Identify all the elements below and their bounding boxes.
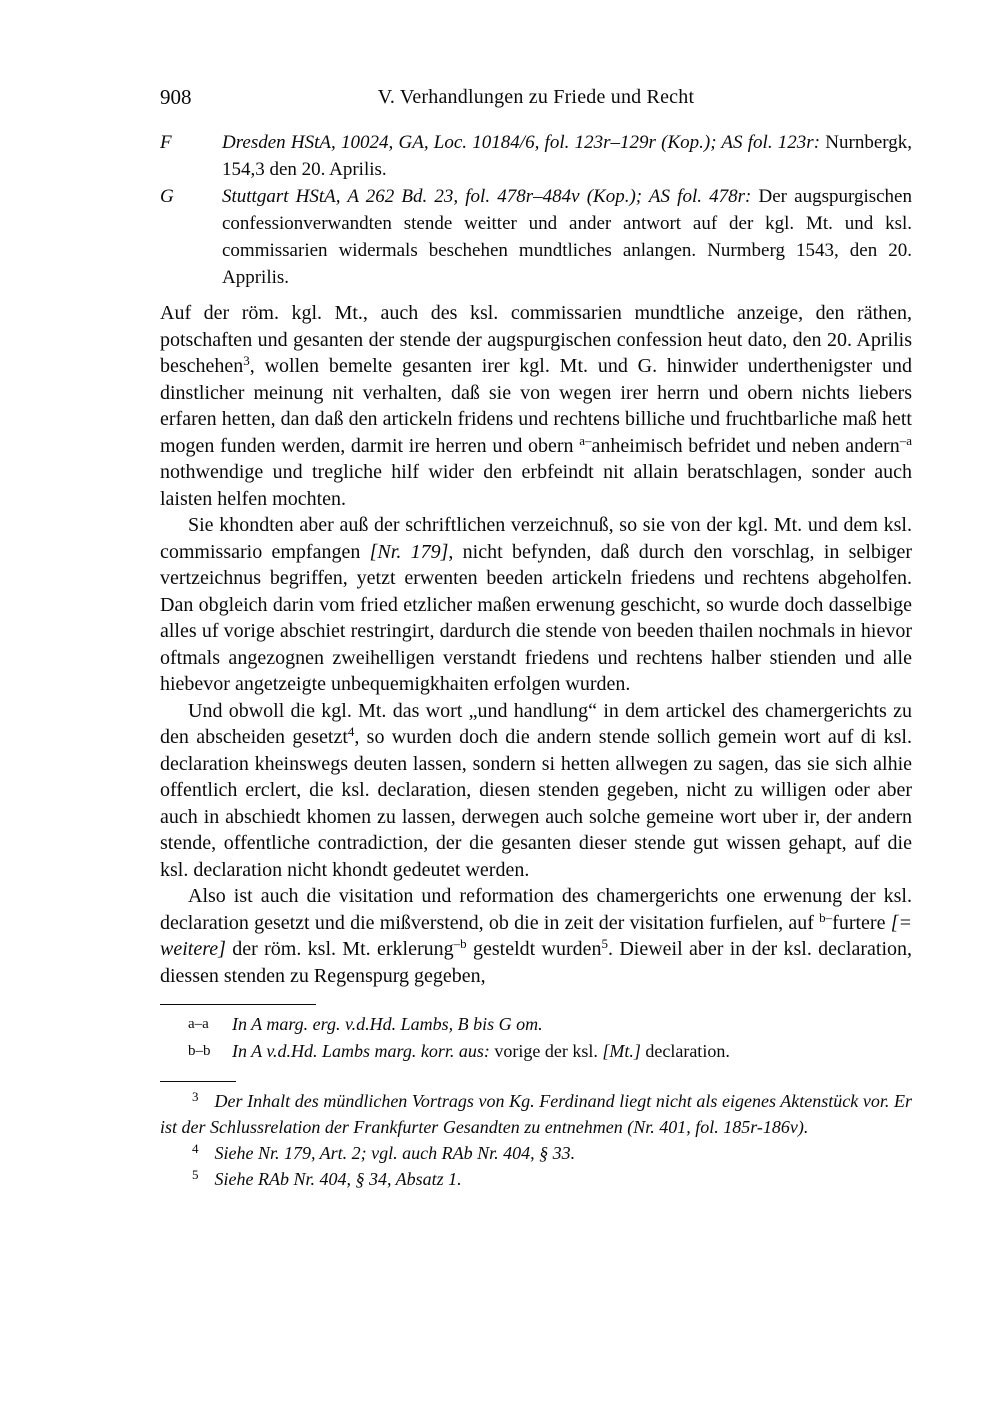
paragraph-1-text: , wollen bemelte gesanten irer kgl. Mt. und G. hinwider underthenigster und dinstlicher meinung nit verhalten, daß sie von wegen irer herrn und obern nichts liebers erfaren hetten, dan daß den artickeln fridens und rechtens billiche und fruchtbarliche maß hett mogen funden werden, darmit ire herren und obern [160,355,912,457]
footnote-ref-4: 4 [347,724,355,739]
siglum-g: G [160,186,174,207]
editorial-gloss: [= weitere] [160,911,912,960]
footnote-5-text: Siehe RAb Nr. 404, § 34, Absatz 1. [214,1169,462,1189]
page-number: 908 [160,85,192,109]
footnote-ref-3: 3 [243,353,250,368]
source-f-title: Nurnbergk, 154,3 den 20. Aprilis. [222,132,912,180]
source-g-archive: Stuttgart HStA, A 262 Bd. 23, fol. 478r–484v (Kop.); AS fol. 478r: [222,186,752,207]
apparatus-a-text: In A marg. erg. v.d.Hd. Lambs, B bis G om. [232,1014,543,1034]
paragraph-2-text: , nicht befynden, daß durch den vorschlag, in selbiger vertzeichnus begriffen, yetzt erwenten beeden artickeln friedens und rechtens abgeholfen. Dan obgleich darin vom fried etzlicher maßen erwenung geschicht, so wurde doch dasselbige alles uf vorige abschiet restringirt, dardurch die stende von beeden thailen nochmals in hievor oftmals angezognen zweihelligen verstandt friedens und rechtens halber stienden und alle hiebevor angetzeigte unbequemigkhaiten erfolgen wurden. [160,540,912,695]
running-header-title: V. Verhandlungen zu Friede und Recht [377,86,695,108]
apparatus-entry-b [160,1038,912,1065]
paragraph-3 [160,698,912,884]
footnote-3-text: Der Inhalt des mündlichen Vortrags von Kg. Ferdinand liegt nicht als eigenes Aktenstück vor. Er ist der Schlussrelation der Frankfurter Gesandten zu entnehmen (Nr. 401, fol. 185r-186v). [160,1091,912,1137]
apparatus-marker-b-open: b– [819,909,833,925]
footnote-ref-5: 5 [601,936,609,951]
footnote-4-text: Siehe Nr. 179, Art. 2; vgl. auch RAb Nr. 404, § 33. [214,1143,576,1163]
source-g-title: Der augspurgischen confessionverwandten stende weitter und ander antwort auf der kgl. Mt. und ksl. commissarien widermals beschehen mundtliches anlangen. Nurmberg 1543, den 20. Apprilis. [222,186,912,288]
paragraph-4 [160,883,912,989]
running-header [160,84,912,112]
source-entry-g [160,183,912,291]
paragraph-4-text: . Dieweil aber in der ksl. declaration, diessen stenden zu Regenspurg gegeben, [160,938,913,987]
footnote-3-number: 3 [192,1089,199,1104]
paragraph-4-text: Also ist auch die visitation und reformation des chamergerichts one erwenung der ksl. declaration gesetzt und die mißverstend, ob die in zeit der visitation furfielen, auf [160,885,912,934]
footnote-5 [160,1166,912,1192]
apparatus-b-text: In A v.d.Hd. Lambs marg. korr. aus: [232,1041,490,1061]
footnote-4 [160,1140,912,1166]
paragraph-2-text: Sie khondten aber auß der schriftlichen verzeichnuß, so sie von der kgl. Mt. und dem ksl. commissario empfangen [160,514,912,563]
paragraph-1 [160,300,912,512]
footnotes-block [160,1081,912,1192]
siglum-f: F [160,132,172,153]
apparatus-b-text: [Mt.] [602,1041,641,1061]
paragraph-1-text: Auf der röm. kgl. Mt., auch des ksl. commissarien mundtliche anzeige, den räthen, potschaften und gesanten der stende der augspurgischen confession heut dato, den 20. Aprilis beschehen [160,302,912,377]
paragraph-4-text: gesteldt wurden [466,938,602,960]
paragraph-1-text: anheimisch befridet und neben andern [591,434,900,457]
footnote-separator-rule [160,1081,236,1082]
paragraph-4-text: furtere [832,911,891,934]
paragraph-3-text: , so wurden doch die andern stende sollich gemein wort auf di ksl. declaration kheinswegs deuten lassen, sondern si hetten allwegen zu sagen, das sie sich alhie offentlich erclert, die ksl. declaration, diesen stenden gegeben, nicht zu willigen oder aber auch in abschiedt khomen zu lassen, derwegen auch solche gemeine wort uber ir, der andern stende, offentliche contradiction, der die gesanten dieser stende gut wissen gehapt, auf die ksl. declaration nicht khondt gedeutet werden. [160,726,912,881]
footnote-5-number: 5 [192,1167,199,1182]
editorial-reference: [Nr. 179] [369,540,449,563]
apparatus-b-text: vorige der ksl. [489,1041,603,1061]
source-entry-f [160,129,912,183]
apparatus-entry-a [160,1011,912,1038]
apparatus-marker-a-open: a– [579,432,592,448]
paragraph-3-text: Und obwoll die kgl. Mt. das wort „und handlung“ in dem artickel des chamergerichts zu den abscheiden gesetzt [160,699,912,748]
apparatus-label-b: b–b [188,1043,211,1059]
footnote-4-number: 4 [192,1141,199,1156]
apparatus-separator-rule [160,1004,316,1005]
paragraph-4-text: der röm. ksl. Mt. erklerung [225,938,454,960]
apparatus-label-a: a–a [188,1016,209,1032]
apparatus-marker-b-close: –b [453,936,467,951]
source-sigla-block [160,129,912,291]
apparatus-b-text: declaration. [640,1041,730,1061]
critical-apparatus [160,1004,912,1065]
main-text [160,300,912,989]
source-f-archive: Dresden HStA, 10024, GA, Loc. 10184/6, fol. 123r–129r (Kop.); AS fol. 123r: [222,132,821,153]
apparatus-marker-a-close: –a [899,432,912,448]
paragraph-1-text: nothwendige und tregliche hilf wider den erbfeindt nit allain beratschlagen, sonder auch laisten helfen mochten. [160,461,912,510]
paragraph-2 [160,512,912,698]
footnote-3 [160,1088,912,1140]
